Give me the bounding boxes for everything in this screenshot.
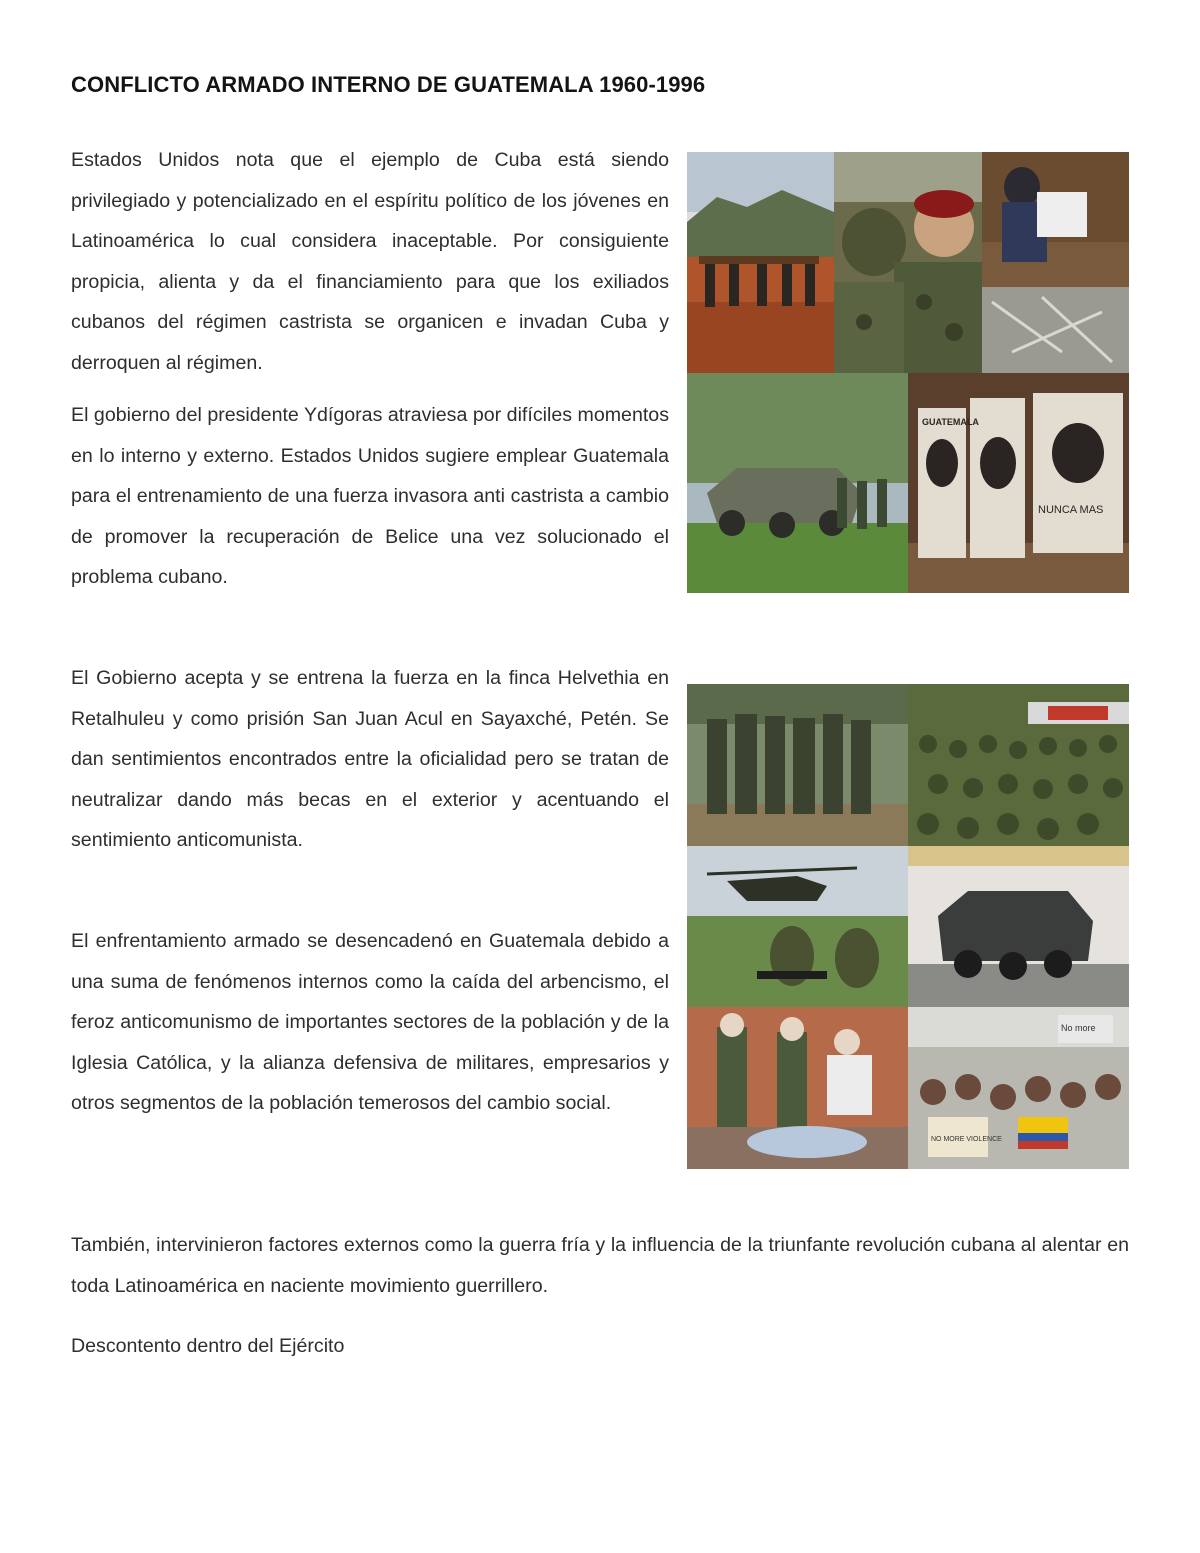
- paragraph-4: El enfrentamiento armado se desencadenó en Guatemala debido a una suma de fenómenos internos como la caída del arbencismo, el feroz anticomunismo de importantes sectores de la población y de la Iglesia Católica, y la alianza defensiva de militares, empresarios y otros segmentos de la población temerosos del cambio social.: [71, 930, 669, 1115]
- photo-soldiers-carrying: [687, 152, 834, 373]
- photo-protest-crowd: [908, 1007, 1129, 1169]
- poster-text-2: NUNCA MAS: [1038, 504, 1104, 516]
- photo-armored-vehicle: [687, 373, 908, 593]
- photo-nunca-mas-posters: [908, 373, 1129, 593]
- protest-sign-text-2: NO MORE VIOLENCE: [931, 1136, 1002, 1143]
- paragraph-5: También, intervinieron factores externos como la guerra fría y la influencia de la triunfante revolución cubana al alentar en toda Latinoamérica en naciente movimiento guerrillero.: [71, 1234, 1129, 1297]
- photo-soldiers-group: [687, 684, 908, 846]
- poster-text-1: GUATEMALA: [922, 417, 979, 427]
- photo-forensic-excavation: [982, 152, 1129, 373]
- paragraph-1: Estados Unidos nota que el ejemplo de Cuba está siendo privilegiado y potencializado en el espíritu político de los jóvenes en Latinoamérica lo cual considera inaceptable. Por consiguiente propicia, alienta y da el financiamiento para que los exiliados cubanos del régimen castrista se organicen e invadan Cuba y derroquen al régimen.: [71, 149, 669, 374]
- paragraph-6: Descontento dentro del Ejército: [71, 1335, 345, 1357]
- photo-soldiers-camouflage: [834, 152, 982, 373]
- photo-collage-bottom: [687, 684, 1129, 1169]
- paragraph-3: El Gobierno acepta y se entrena la fuerza en la finca Helvethia en Retalhuleu y como prisión San Juan Acul en Sayaxché, Petén. Se dan sentimientos encontrados entre la oficialidad pero se tratan de neutralizar dando más becas en el exterior y acentuando el sentimiento anticomunista.: [71, 667, 669, 852]
- document-title: CONFLICTO ARMADO INTERNO DE GUATEMALA 1960-1996: [71, 72, 706, 97]
- photo-armored-car-street: [908, 846, 1129, 1007]
- paragraph-2: El gobierno del presidente Ydígoras atraviesa por difíciles momentos en lo interno y externo. Estados Unidos sugiere emplear Guatemala para el entrenamiento de una fuerza invasora anti castrista a cambio de promover la recuperación de Belice una vez solucionado el problema cubano.: [71, 404, 669, 589]
- protest-sign-text-1: No more: [1061, 1023, 1096, 1033]
- photo-arrest-scene: [687, 1007, 908, 1169]
- photo-troops-formation: [908, 684, 1129, 846]
- photo-collage-top: [687, 152, 1129, 593]
- photo-helicopter-patrol: [687, 846, 908, 1007]
